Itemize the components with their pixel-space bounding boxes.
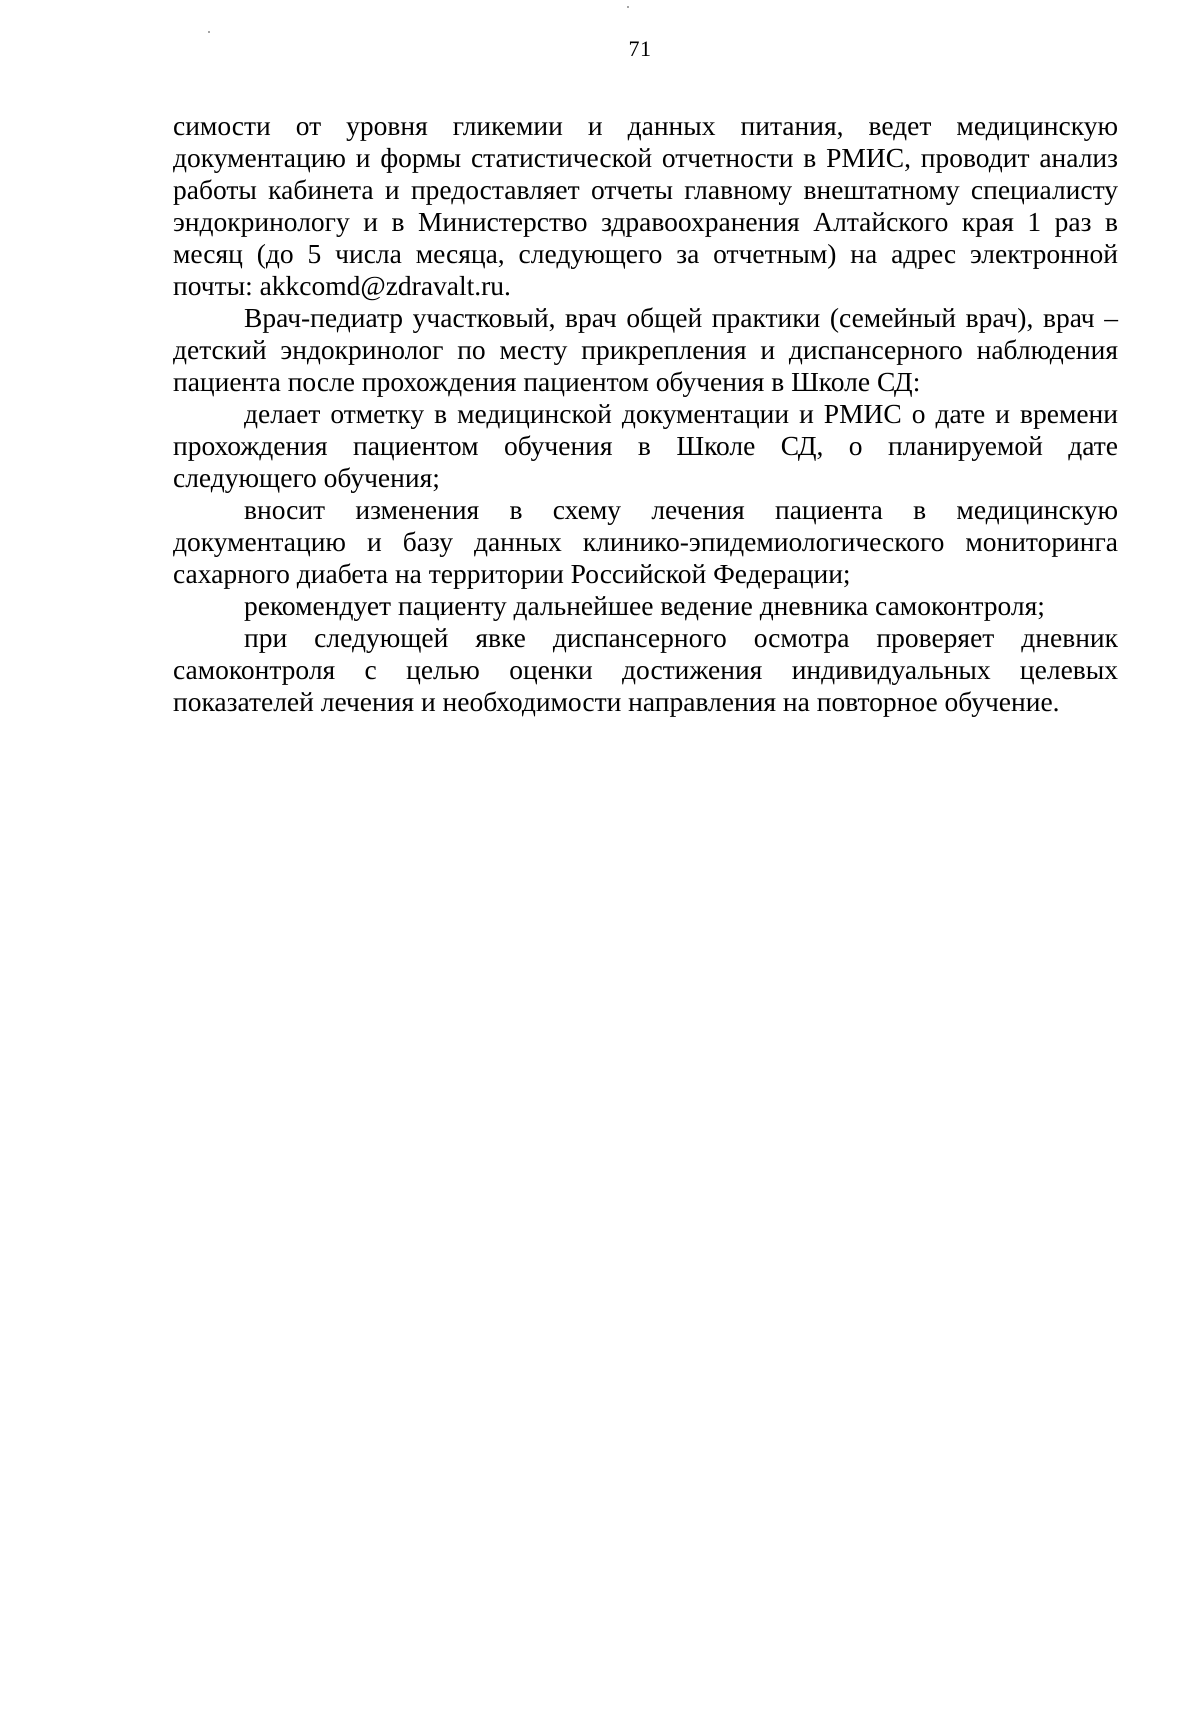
list-item-self-control-diary: рекомендует пациенту дальнейшее ведение дневника самоконтроля;: [244, 590, 1045, 621]
page-number: 71: [628, 36, 652, 61]
paragraph-doctor-duties: Врач-педиатр участковый, врач общей практики (семейный врач), врач – детский эндокринолог по месту прикрепления и диспансерного наблюдения пациента после прохождения пациентом обучения в Школе СД:: [173, 302, 1118, 397]
paragraph-continuation: симости от уровня гликемии и данных питания, ведет медицинскую документацию и формы статистической отчетности в РМИС, проводит анализ работы кабинета и предоставляет отчеты главному внештатному специалисту эндокринологу и в Министерство здравоохранения Алтайского края 1 раз в месяц (до 5 числа месяца, следующего за отчетным) на адрес электронной почты: akkcomd@zdravalt.ru.: [173, 110, 1118, 301]
list-item-record-training: делает отметку в медицинской документации и РМИС о дате и времени прохождения пациентом обучения в Школе СД, о планируемой дате следующего обучения;: [173, 398, 1118, 493]
list-item-update-treatment: вносит изменения в схему лечения пациента в медицинскую документацию и базу данных клинико-эпидемиологического мониторинга сахарного диабета на территории Российской Федерации;: [173, 494, 1118, 589]
body-text: [173, 110, 1118, 718]
list-item-next-visit-check: при следующей явке диспансерного осмотра проверяет дневник самоконтроля с целью оценки достижения индивидуальных целевых показателей лечения и необходимости направления на повторное обучение.: [173, 622, 1118, 717]
scan-speck: [208, 31, 210, 33]
scan-speck: [627, 6, 629, 8]
